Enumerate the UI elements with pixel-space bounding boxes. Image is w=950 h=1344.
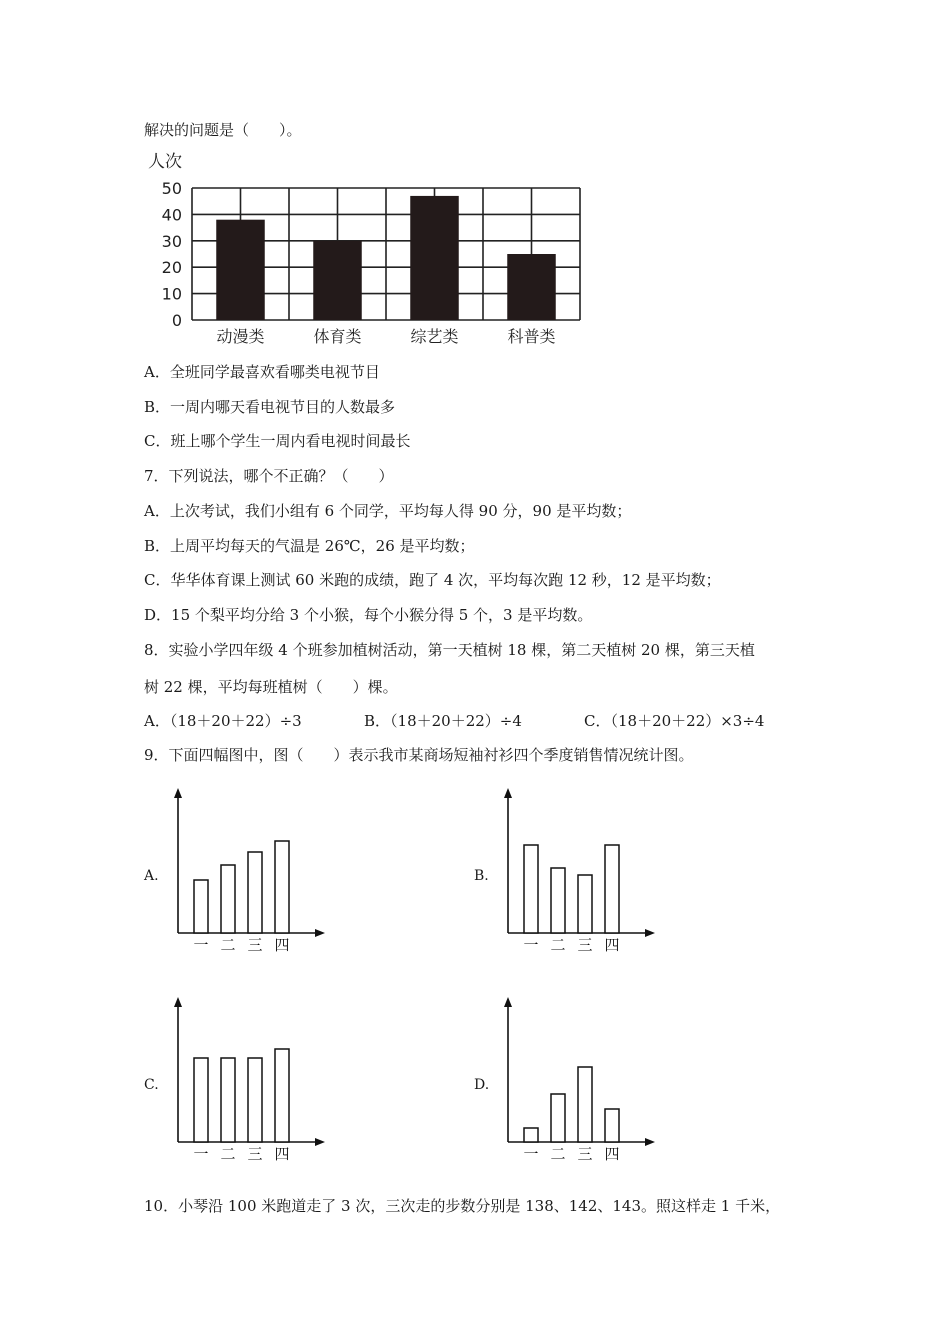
q9-chart-c-label[interactable]: C. [144,1077,159,1093]
x-tick-label: 四 [604,936,620,954]
x-tick-label: 三 [247,1145,263,1163]
question-intro: 解决的问题是（ ）。 [144,121,302,139]
y-tick-label: 0 [171,311,182,330]
x-tick-label: 四 [274,1145,290,1163]
x-tick-label: 综艺类 [410,327,459,346]
bar-1 [194,880,208,933]
q9-chart-b[interactable] [495,783,670,958]
y-axis-arrow [174,997,182,1007]
q9-stem: 9．下面四幅图中，图（ ）表示我市某商场短袖衬衫四个季度销售情况统计图。 [144,746,694,764]
q9-chart-c[interactable] [165,992,340,1167]
y-tick-label: 40 [161,205,182,225]
y-tick-label: 50 [161,179,182,198]
x-tick-label: 体育类 [313,327,362,346]
x-tick-label: 二 [220,1145,236,1163]
q7-option-b[interactable]: B．上周平均每天的气温是 26℃，26 是平均数； [144,537,475,555]
q9-chart-d-label[interactable]: D. [474,1077,490,1093]
q8-stem-line2: 树 22 棵，平均每班植树（ ）棵。 [144,678,398,696]
x-axis-arrow [645,1138,655,1146]
bar-4 [605,1109,619,1142]
bar-4 [605,845,619,933]
q8-option-b[interactable]: B．（18＋20＋22）÷4 [364,712,522,730]
q7-option-c[interactable]: C．华华体育课上测试 60 米跑的成绩，跑了 4 次，平均每次跑 12 秒，12 是平均数； [144,571,721,589]
x-tick-label: 三 [577,936,593,954]
x-axis-arrow [645,929,655,937]
bar-4 [275,841,289,933]
bar-1 [524,845,538,933]
q9-chart-d[interactable] [495,992,670,1167]
y-tick-label: 20 [161,258,182,278]
bar-3 [248,1058,262,1142]
x-tick-labels [216,327,555,346]
y-axis-arrow [504,788,512,798]
bar-1 [194,1058,208,1142]
bar-2 [551,868,565,933]
x-tick-label: 一 [193,1145,209,1163]
x-axis-arrow [315,929,325,937]
x-axis-arrow [315,1138,325,1146]
y-axis-arrow [174,788,182,798]
bar-3 [248,852,262,933]
x-tick-label: 二 [550,936,566,954]
x-tick-label: 一 [193,936,209,954]
x-tick-label: 三 [577,1145,593,1163]
q7-stem: 7．下列说法，哪个不正确？（ ） [144,467,394,485]
bar-4 [275,1049,289,1142]
x-tick-label: 四 [604,1145,620,1163]
x-tick-label: 二 [220,936,236,954]
x-tick-label: 动漫类 [216,327,265,346]
q8-option-c[interactable]: C．（18＋20＋22）×3÷4 [584,712,765,730]
x-tick-label: 三 [247,936,263,954]
q6-option-c[interactable]: C．班上哪个学生一周内看电视时间最长 [144,432,411,450]
bar-1 [216,220,265,320]
q7-option-d[interactable]: D．15 个梨平均分给 3 个小猴，每个小猴分得 5 个，3 是平均数。 [144,606,593,624]
y-axis-arrow [504,997,512,1007]
q6-option-a[interactable]: A．全班同学最喜欢看哪类电视节目 [144,363,380,381]
q9-chart-b-label[interactable]: B. [474,868,489,884]
q10-stem: 10．小琴沿 100 米跑道走了 3 次，三次走的步数分别是 138、142、143。照这样走 1 千米， [144,1197,781,1215]
bar-4 [507,254,556,320]
q8-stem-line1: 8．实验小学四年级 4 个班参加植树活动，第一天植树 18 棵，第二天植树 20 棵，第三天植 [144,641,755,659]
q9-chart-a-label[interactable]: A. [144,868,159,884]
q7-option-a[interactable]: A．上次考试，我们小组有 6 个同学，平均每人得 90 分，90 是平均数； [144,502,632,520]
bar-3 [578,875,592,933]
x-tick-label: 一 [523,1145,539,1163]
q9-chart-a[interactable] [165,783,340,958]
bar-2 [551,1094,565,1142]
y-tick-label: 30 [161,231,182,251]
x-tick-label: 四 [274,936,290,954]
y-axis-label: 人次 [148,152,182,172]
bar-3 [578,1067,592,1142]
y-tick-labels [162,179,182,330]
y-tick-label: 10 [161,284,182,304]
tv-program-bar-chart [140,148,590,348]
q8-option-a[interactable]: A．（18＋20＋22）÷3 [144,712,302,730]
bar-3 [410,196,459,320]
x-tick-label: 一 [523,936,539,954]
q6-option-b[interactable]: B．一周内哪天看电视节目的人数最多 [144,398,396,416]
bar-2 [313,241,362,320]
x-tick-label: 科普类 [507,327,556,346]
bar-2 [221,865,235,933]
bar-1 [524,1128,538,1142]
x-tick-label: 二 [550,1145,566,1163]
bar-2 [221,1058,235,1142]
